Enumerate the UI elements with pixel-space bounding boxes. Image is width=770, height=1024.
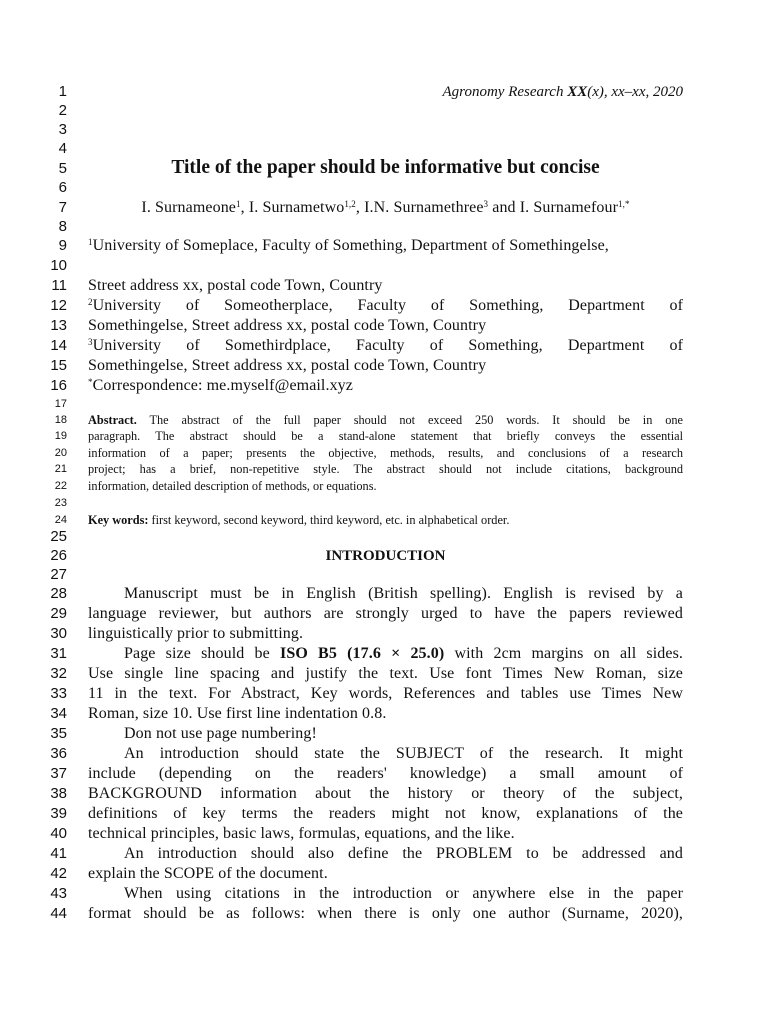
- author-list: I. Surnameone$^1$, I. Surnametwo$^{1,2}$, I.N. Surnamethree$^3$ and I. Surnamefour$^{1,*}$: [141, 199, 630, 216]
- body-line: Use single line spacing and justify the text. Use font Times New Roman, size: [88, 665, 683, 682]
- line-number: 26: [50, 547, 67, 564]
- affiliation-2-cont: Somethingelse, Street address xx, postal code Town, Country: [88, 317, 487, 334]
- body-line: Roman, size 10. Use first line indentation 0.8.: [88, 705, 387, 722]
- line-number: 41: [50, 845, 67, 862]
- line-number: 38: [50, 785, 67, 802]
- line-number: 9: [58, 237, 67, 254]
- line-number: 6: [58, 179, 67, 196]
- section-heading: INTRODUCTION: [325, 548, 446, 564]
- body-line: An introduction should also define the PROBLEM to be addressed and: [124, 845, 683, 862]
- affiliation-3-cont: Somethingelse, Street address xx, postal code Town, Country: [88, 357, 487, 374]
- line-number: 19: [54, 430, 67, 442]
- body-line: linguistically prior to submitting.: [88, 625, 304, 642]
- line-number: 18: [54, 414, 67, 426]
- line-number: 27: [50, 566, 67, 583]
- line-number: 4: [58, 140, 67, 157]
- line-number: 14: [50, 337, 67, 354]
- line-number: 20: [54, 447, 67, 459]
- line-number: 15: [50, 357, 67, 374]
- line-number: 11: [51, 277, 67, 294]
- body-line: technical principles, basic laws, formulas, equations, and the like.: [88, 825, 515, 842]
- line-number: 10: [50, 257, 67, 274]
- line-number: 28: [50, 585, 67, 602]
- body-line: Don not use page numbering!: [124, 725, 317, 742]
- body-line: definitions of key terms the readers might not know, explanations of the: [88, 805, 683, 822]
- body-line: Manuscript must be in English (British spelling). English is revised by a: [124, 585, 683, 602]
- abstract-line: information, detailed description of methods, or equations.: [88, 479, 377, 493]
- line-number: 17: [54, 398, 67, 410]
- body-line: Page size should be ISO B5 (17.6 × 25.0) with 2cm margins on all sides.: [124, 645, 684, 662]
- abstract-line: information of a paper; presents the objective, methods, results, and conclusions of a research: [88, 446, 683, 460]
- line-number: 32: [50, 665, 67, 682]
- body-line: 11 in the text. For Abstract, Key words, References and tables use Times New: [88, 685, 683, 702]
- abstract-line: Abstract. The abstract of the full paper should not exceed 250 words. It should be in one: [88, 413, 683, 427]
- line-number: 43: [50, 885, 67, 902]
- line-number: 3: [58, 121, 67, 138]
- line-number: 2: [58, 102, 67, 119]
- line-number: 25: [50, 528, 67, 545]
- line-number: 29: [50, 605, 67, 622]
- affiliation-1: $^1$University of Someplace, Faculty of Something, Department of Somethingelse,: [88, 237, 609, 254]
- affiliation-2: $^2$University of Someotherplace, Faculty of Something, Department of: [88, 297, 683, 314]
- abstract-line: paragraph. The abstract should be a stand-alone statement that briefly conveys the essential: [88, 429, 683, 443]
- line-number: 21: [54, 463, 67, 475]
- abstract-line: project; has a brief, non-repetitive style. The abstract should not include citations, background: [88, 462, 683, 476]
- line-number: 35: [50, 725, 67, 742]
- line-number: 30: [50, 625, 67, 642]
- running-header: Agronomy Research XX(x), xx–xx, 2020: [442, 84, 683, 100]
- line-number: 12: [50, 297, 67, 314]
- affiliation-1-cont: Street address xx, postal code Town, Country: [88, 277, 383, 294]
- body-line: language reviewer, but authors are strongly urged to have the papers reviewed: [88, 605, 683, 622]
- line-number: 42: [50, 865, 67, 882]
- body-line: An introduction should state the SUBJECT of the research. It might: [124, 745, 683, 762]
- affiliation-3: $^3$University of Somethirdplace, Faculty of Something, Department of: [88, 337, 683, 354]
- line-number: 7: [58, 199, 67, 216]
- body-line: include (depending on the readers' knowledge) a small amount of: [88, 765, 683, 782]
- paper-title: Title of the paper should be informative but concise: [171, 157, 600, 178]
- body-line: format should be as follows: when there is only one author (Surname, 2020),: [88, 905, 683, 922]
- line-number: 16: [50, 377, 67, 394]
- line-number: 36: [50, 745, 67, 762]
- correspondence: *Correspondence: me.myself@email.xyz: [88, 377, 353, 394]
- line-number: 31: [50, 645, 67, 662]
- line-number: 13: [50, 317, 67, 334]
- line-number: 8: [58, 218, 67, 235]
- line-number: 39: [50, 805, 67, 822]
- keywords: Key words: first keyword, second keyword, third keyword, etc. in alphabetical order.: [88, 513, 510, 527]
- body-line: BACKGROUND information about the history or theory of the subject,: [88, 785, 683, 802]
- line-number: 34: [50, 705, 67, 722]
- line-number: 37: [50, 765, 67, 782]
- line-number: 44: [50, 905, 67, 922]
- body-line: explain the SCOPE of the document.: [88, 865, 328, 882]
- line-number: 33: [50, 685, 67, 702]
- line-number: 5: [58, 160, 67, 177]
- body-line: When using citations in the introduction or anywhere else in the paper: [124, 885, 683, 902]
- line-number: 24: [54, 514, 67, 526]
- line-number: 1: [58, 83, 67, 100]
- line-number: 40: [50, 825, 67, 842]
- line-number: 23: [54, 497, 67, 509]
- line-number: 22: [54, 480, 67, 492]
